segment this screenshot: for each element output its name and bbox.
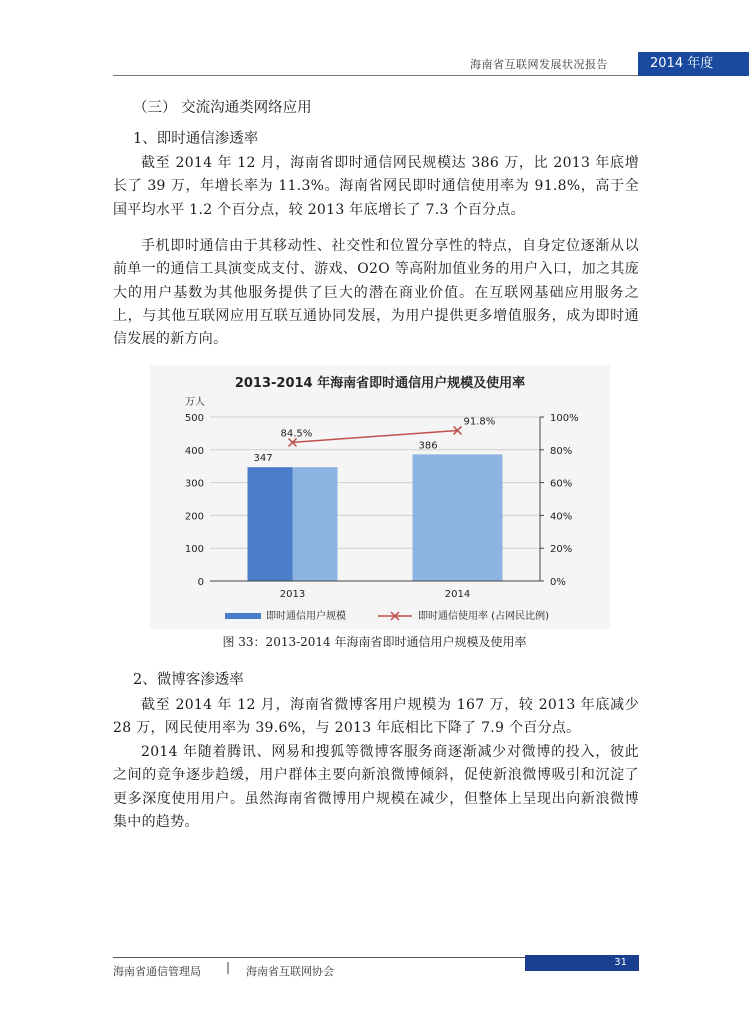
y-axis-unit: 万人 [185,397,205,408]
figure-caption: 图 33：2013-2014 年海南省即时通信用户规模及使用率 [222,635,527,649]
y-tick-label: 200 [184,511,204,523]
chart-background [150,365,610,629]
y-tick-label: 400 [184,445,204,457]
bar-2013-main [248,467,293,581]
rate-value-label: 91.8% [463,416,496,428]
bar-value-label: 386 [418,440,438,452]
page-number: 31 [525,955,639,971]
header-rule [113,75,638,76]
subsection-title-im: 1、即时通信渗透率 [133,131,259,147]
subsection-title-weibo: 2、微博客渗透率 [133,672,244,688]
bar-2014 [413,454,503,581]
legend-label-bar: 即时通信用户规模 [266,611,346,622]
y2-tick-label: 0% [550,577,566,588]
running-header-year: 2014 年度 [638,52,749,76]
im-chart [150,365,610,629]
y2-tick-label: 60% [550,478,573,490]
rate-value-label: 84.5% [280,428,313,440]
footer-publisher-left: 海南省通信管理局 [113,965,201,978]
paragraph-weibo-stats: 截至 2014 年 12 月，海南省微博客用户规模为 167 万，较 2013 年底减少 28 万，网民使用率为 39.6%，与 2013 年底相比下降了 7.9 个百分点。 [113,697,639,737]
y2-tick-label: 40% [550,511,573,523]
y2-tick-label: 100% [550,413,579,424]
footer-separator: | [226,960,231,974]
section-heading: （三） 交流沟通类网络应用 [133,100,312,116]
y2-tick-label: 20% [550,544,573,556]
bar-2013-shade [293,467,338,581]
paragraph-weibo-trend: 2014 年随着腾讯、网易和搜狐等微博客服务商逐渐减少对微博的投入，彼此之间的竞争逐步趋缓，用户群体主要向新浪微博倾斜，促使新浪微博吸引和沉淀了更多深度使用用户。虽然海南省微博用户规模在减少，但整体上呈现出向新浪微博集中的趋势。 [113,744,639,830]
y-tick-label: 0 [197,577,204,588]
paragraph-im-stats: 截至 2014 年 12 月，海南省即时通信网民规模达 386 万，比 2013 年底增长了 39 万，年增长率为 11.3%。海南省网民即时通信使用率为 91.8%，高于全国平均水平 1.2 个百分点，较 2013 年底增长了 7.3 个百分点。 [113,155,639,218]
chart-title: 2013-2014 年海南省即时通信用户规模及使用率 [234,376,526,391]
footer-publisher-right: 海南省互联网协会 [246,965,334,978]
running-header-title: 海南省互联网发展状况报告 [470,58,608,71]
legend-label-line: 即时通信使用率 (占网民比例) [418,611,549,622]
y-tick-label: 500 [184,413,204,424]
im-chart-svg [150,365,610,629]
x-tick-label: 2013 [279,589,306,600]
y-tick-label: 300 [184,478,204,490]
y-tick-label: 100 [184,544,204,556]
x-tick-label: 2014 [444,589,471,600]
legend-swatch-bar [225,613,261,619]
bar-value-label: 347 [253,453,273,465]
paragraph-im-trend: 手机即时通信由于其移动性、社交性和位置分享性的特点，自身定位逐渐从以前单一的通信工具演变成支付、游戏、O2O 等高附加值业务的用户入口，加之其庞大的用户基数为其他服务提供了巨大的潜在商业价值。在互联网基础应用服务之上，与其他互联网应用互联互通协同发展，为用户提供更多增值服务，成为即时通信发展的新方向。 [113,238,639,348]
y2-tick-label: 80% [550,445,573,457]
